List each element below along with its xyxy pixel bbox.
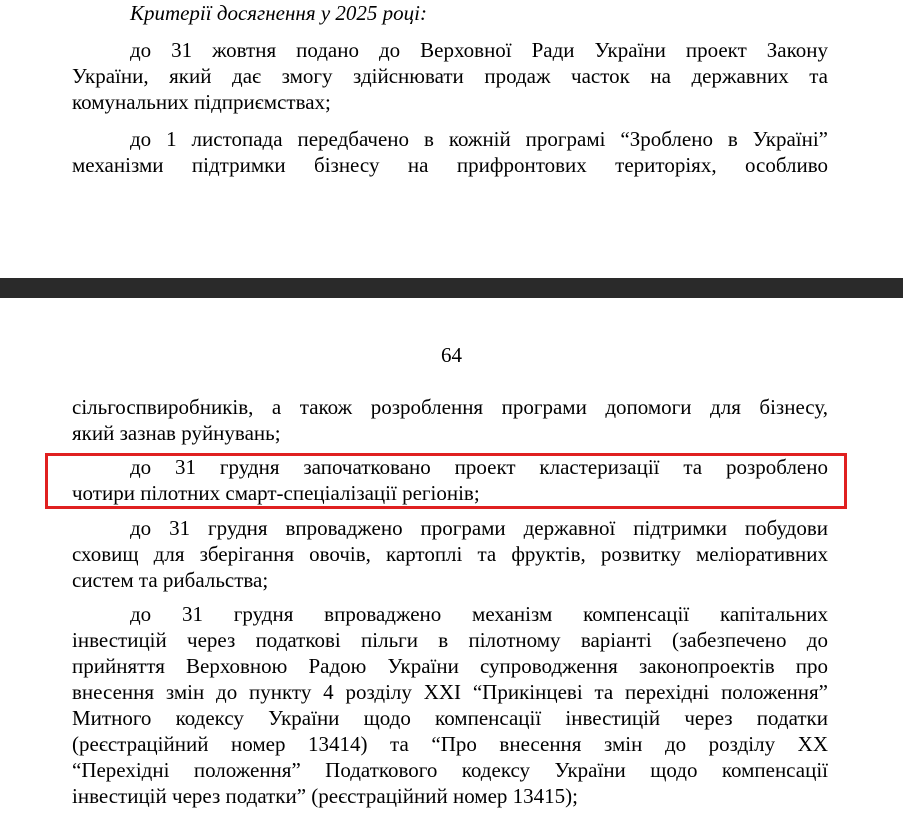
text-line: чотири пілотних смарт-спеціалізації регіонів;	[72, 481, 480, 505]
document-page-top	[0, 0, 903, 278]
text-line: систем та рибальства;	[72, 568, 269, 592]
text-line: до 31 грудня впроваджено механізм компенсації капітальних	[130, 602, 828, 626]
paragraph-nov1	[72, 126, 828, 178]
text-line: прийняття Верховною Радою України супроводження законопроектів про	[72, 654, 828, 678]
text-line: механізми підтримки бізнесу на прифронтових територіях, особливо	[72, 153, 828, 177]
text-line: України, який дає змогу здійснювати продаж часток на державних та	[72, 64, 828, 88]
paragraph-oct31	[72, 37, 828, 115]
paragraph-dec31-storage	[72, 515, 828, 593]
text-line: до 31 грудня започатковано проект кластеризації та розроблено	[130, 455, 828, 479]
paragraph-continued	[72, 394, 828, 446]
text-line: внесення змін до пункту 4 розділу XXI “Прикінцеві та перехідні положення”	[72, 680, 828, 704]
paragraph-dec31-compensation	[72, 601, 828, 809]
criteria-heading: Критерії досягнення у 2025 році:	[130, 1, 427, 25]
text-line: до 31 грудня впроваджено програми державної підтримки побудови	[130, 516, 828, 540]
page-number: 64	[441, 343, 462, 367]
text-line: до 31 жовтня подано до Верховної Ради України проект Закону	[130, 38, 828, 62]
text-line: Митного кодексу України щодо компенсації інвестицій через податки	[72, 706, 828, 730]
text-line: сільгоспвиробників, а також розроблення програми допомоги для бізнесу,	[72, 395, 828, 419]
text-line: який зазнав руйнувань;	[72, 421, 281, 445]
text-line: комунальних підприємствах;	[72, 90, 331, 114]
text-line: “Перехідні положення” Податкового кодексу України щодо компенсації	[72, 758, 828, 782]
text-line: інвестицій через податкові пільги в пілотному варіанті (забезпечено до	[72, 628, 828, 652]
text-line: сховищ для зберігання овочів, картоплі та фруктів, розвитку меліоративних	[72, 542, 828, 566]
text-line: до 1 листопада передбачено в кожній програмі “Зроблено в Україні”	[130, 127, 828, 151]
text-line: інвестицій через податки” (реєстраційний номер 13415);	[72, 784, 578, 808]
page-separator	[0, 278, 903, 298]
text-line: (реєстраційний номер 13414) та “Про внесення змін до розділу XX	[72, 732, 828, 756]
highlight-annotation-box	[45, 453, 847, 509]
